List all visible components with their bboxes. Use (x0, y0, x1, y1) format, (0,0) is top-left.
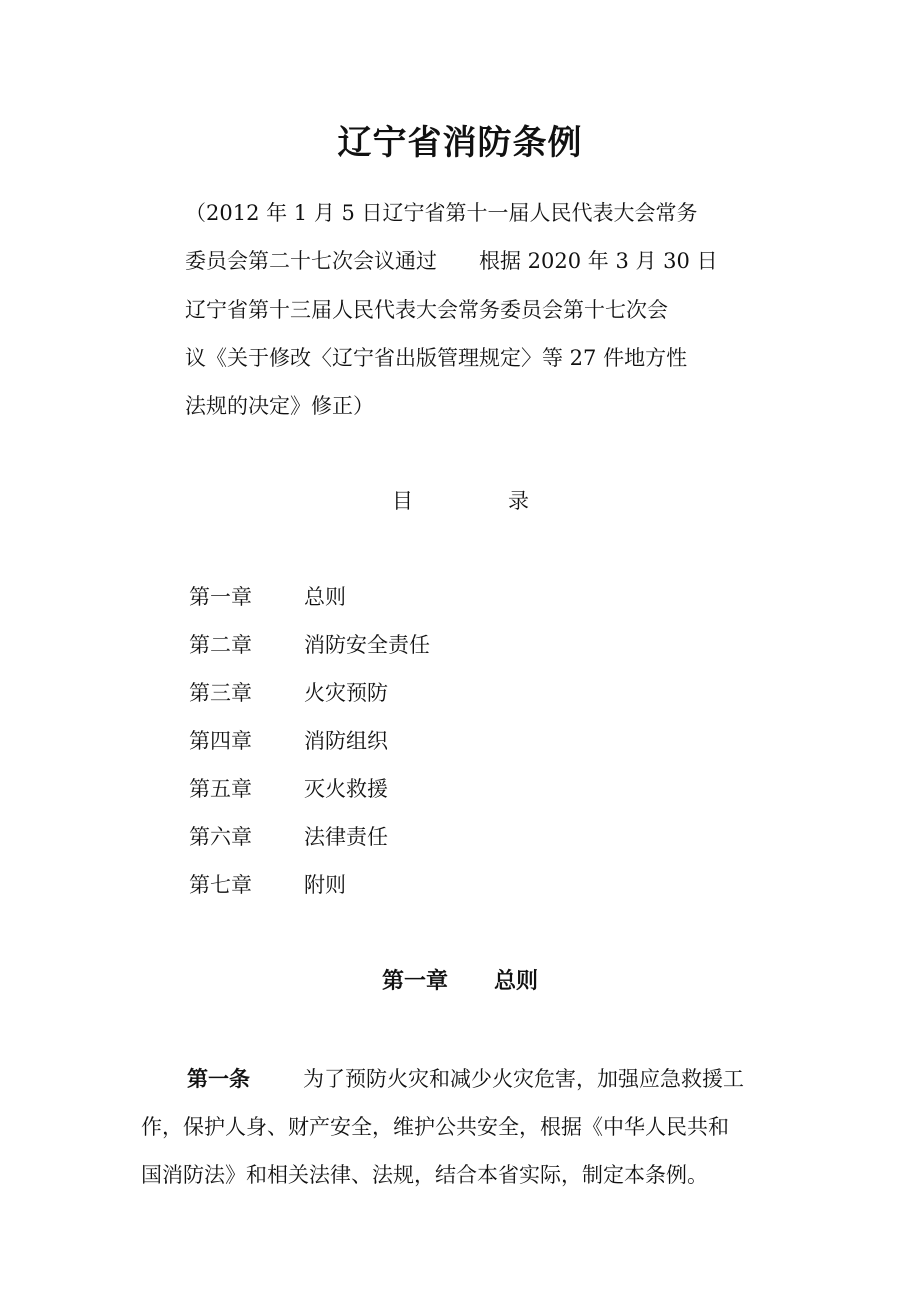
toc-chapter-number: 第七章 (189, 873, 252, 897)
toc-chapter-name: 灭火救援 (304, 777, 388, 801)
toc-chapter-number: 第五章 (189, 777, 252, 801)
toc-item (189, 678, 388, 708)
article-text: 为了预防火灾和减少火灾危害，加强应急救援工 (303, 1067, 744, 1091)
toc-item (189, 726, 388, 756)
toc-chapter-number: 第六章 (189, 825, 252, 849)
toc-item (189, 630, 430, 660)
adoption-note-line: 议《关于修改〈辽宁省出版管理规定〉等 27 件地方性 (185, 346, 688, 370)
toc-chapter-name: 消防安全责任 (304, 633, 430, 657)
toc-heading-left: 目 (392, 489, 413, 513)
toc-item (189, 822, 388, 852)
adoption-note-line: 法规的决定》修正） (185, 394, 374, 418)
article-label: 第一条 (187, 1067, 250, 1091)
toc-item (189, 870, 346, 900)
toc-chapter-name: 火灾预防 (304, 681, 388, 705)
adoption-note-line: 委员会第二十七次会议通过 根据 2020 年 3 月 30 日 (185, 249, 718, 273)
toc-item (189, 774, 388, 804)
article-text-line: 作，保护人身、财产安全，维护公共安全，根据《中华人民共和 (141, 1115, 729, 1139)
toc-item (189, 582, 346, 612)
adoption-note-line: 辽宁省第十三届人民代表大会常务委员会第十七次会 (185, 298, 668, 322)
toc-chapter-name: 消防组织 (304, 729, 388, 753)
toc-chapter-number: 第二章 (189, 633, 252, 657)
article-text-line: 国消防法》和相关法律、法规，结合本省实际，制定本条例。 (141, 1163, 708, 1187)
chapter-name: 总则 (494, 969, 539, 994)
toc-heading-right: 录 (508, 489, 529, 513)
toc-chapter-name: 附则 (304, 873, 346, 897)
toc-chapter-number: 第四章 (189, 729, 252, 753)
toc-chapter-name: 法律责任 (304, 825, 388, 849)
chapter-heading (0, 966, 920, 998)
toc-chapter-number: 第一章 (189, 585, 252, 609)
toc-chapter-number: 第三章 (189, 681, 252, 705)
toc-chapter-name: 总则 (304, 585, 346, 609)
adoption-note-line: （2012 年 1 月 5 日辽宁省第十一届人民代表大会常务 (185, 201, 698, 225)
chapter-number: 第一章 (381, 969, 448, 994)
document-title: 辽宁省消防条例 (337, 123, 583, 163)
article-first-line (187, 1064, 744, 1094)
